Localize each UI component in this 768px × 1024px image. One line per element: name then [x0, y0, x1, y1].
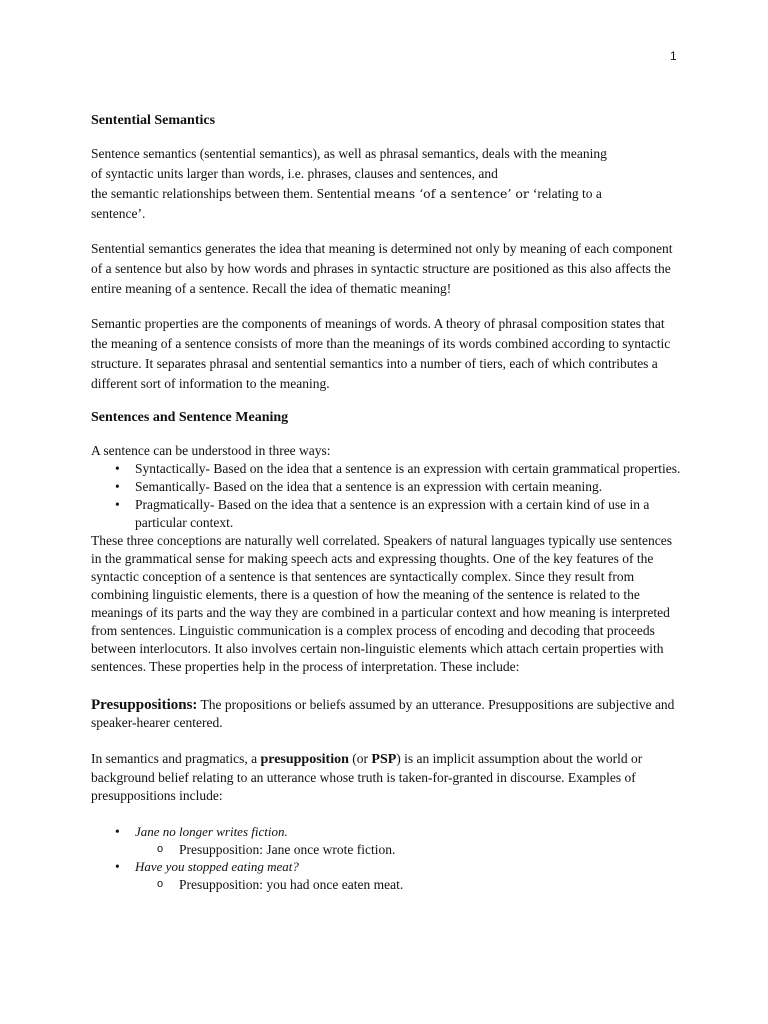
definition-presuppositions: The propositions or beliefs assumed by an utterance. Presuppositions are subjective and speaker-hearer centered.: [91, 697, 675, 730]
paragraph-sentence-semantics: [91, 144, 681, 224]
text-fragment: (or: [348, 751, 372, 766]
example-sentence: Jane no longer writes fiction.: [135, 824, 288, 839]
presupposition-sublist: [135, 841, 681, 858]
term-presupposition: presupposition: [260, 752, 349, 767]
list-item-semantically: • Semantically- Based on the idea that a sentence is an expression with certain meaning.: [135, 478, 681, 496]
paragraph-line: of syntactic units larger than words, i.e. phrases, clauses and sentences, and: [91, 166, 498, 181]
examples-list: [91, 823, 681, 893]
paragraph-line: sentence’.: [91, 206, 146, 221]
example-sentence: Have you stopped eating meat?: [135, 859, 299, 874]
paragraph-semantic-properties: Semantic properties are the components of meanings of words. A theory of phrasal composition states that the meaning of a sentence consists of more than the meanings of its words combined according to syntactic structure. It separates phrasal and sentential semantics into a number of tiers, each of which contributes a different sort of information to the meaning.: [91, 316, 671, 391]
section-heading-sentential-semantics: Sentential Semantics: [91, 113, 216, 128]
section-heading-sentence-meaning: Sentences and Sentence Meaning: [91, 410, 289, 425]
paragraph-line: the semantic relationships between them. Sentential: [91, 186, 375, 201]
list-item-pragmatically: • Pragmatically- Based on the idea that a sentence is an expression with a certain kind of use in a particular context.: [135, 496, 681, 532]
document-body: [91, 112, 681, 893]
paragraph-intro-three-ways: A sentence can be understood in three ways:: [91, 443, 331, 458]
text-fragment: In semantics and pragmatics, a: [91, 751, 261, 766]
presupposition-sublist: [135, 876, 681, 893]
page-number: 1: [670, 49, 677, 63]
paragraph-meaning-determined: Sentential semantics generates the idea that meaning is determined not only by meaning of each component of a sentence but also by how words and phrases in syntactic structure are positioned as this also affects the entire meaning of a sentence. Recall the idea of thematic meaning!: [91, 241, 673, 296]
presupposition-item: o Presupposition: you had once eaten meat.: [179, 876, 681, 893]
presupposition-item: o Presupposition: Jane once wrote fiction.: [179, 841, 681, 858]
paragraph-line: ‘relating to a: [532, 186, 602, 201]
paragraph-line: Sentence semantics (sentential semantics), as well as phrasal semantics, deals with the meaning: [91, 146, 607, 161]
term-presuppositions: Presuppositions:: [91, 697, 198, 713]
paragraph-conceptions: These three conceptions are naturally well correlated. Speakers of natural languages typically use sentences in the grammatical sense for making speech acts and expressing thoughts. One of the key features of the syntactic conception of a sentence is that sentences are syntactically complex. Since they result from combining linguistic elements, there is a question of how the meaning of the sentence is related to the meanings of its parts and the way they are combined in a particular context and how meaning is interpreted from sentences. Linguistic communication is a complex process of encoding and decoding that proceeds between interlocutors. It also involves certain non-linguistic elements which attach certain properties with sentences. These properties help in the process of interpretation. These include:: [91, 533, 673, 674]
example-item: [135, 823, 681, 858]
text-fragment: ) is an implicit assumption about the world or background belief relating to an utterance whose truth is taken-for-granted in discourse. Examples of presuppositions include:: [91, 751, 643, 803]
paragraph-line: means ‘of a sentence’ or: [374, 186, 533, 201]
example-item: [135, 858, 681, 893]
term-psp: PSP: [371, 752, 397, 767]
list-item-syntactically: • Syntactically- Based on the idea that a sentence is an expression with certain grammatical properties.: [135, 460, 681, 478]
ways-list: [91, 460, 681, 532]
paragraph-presuppositions: [91, 696, 681, 732]
paragraph-psp: [91, 750, 681, 805]
